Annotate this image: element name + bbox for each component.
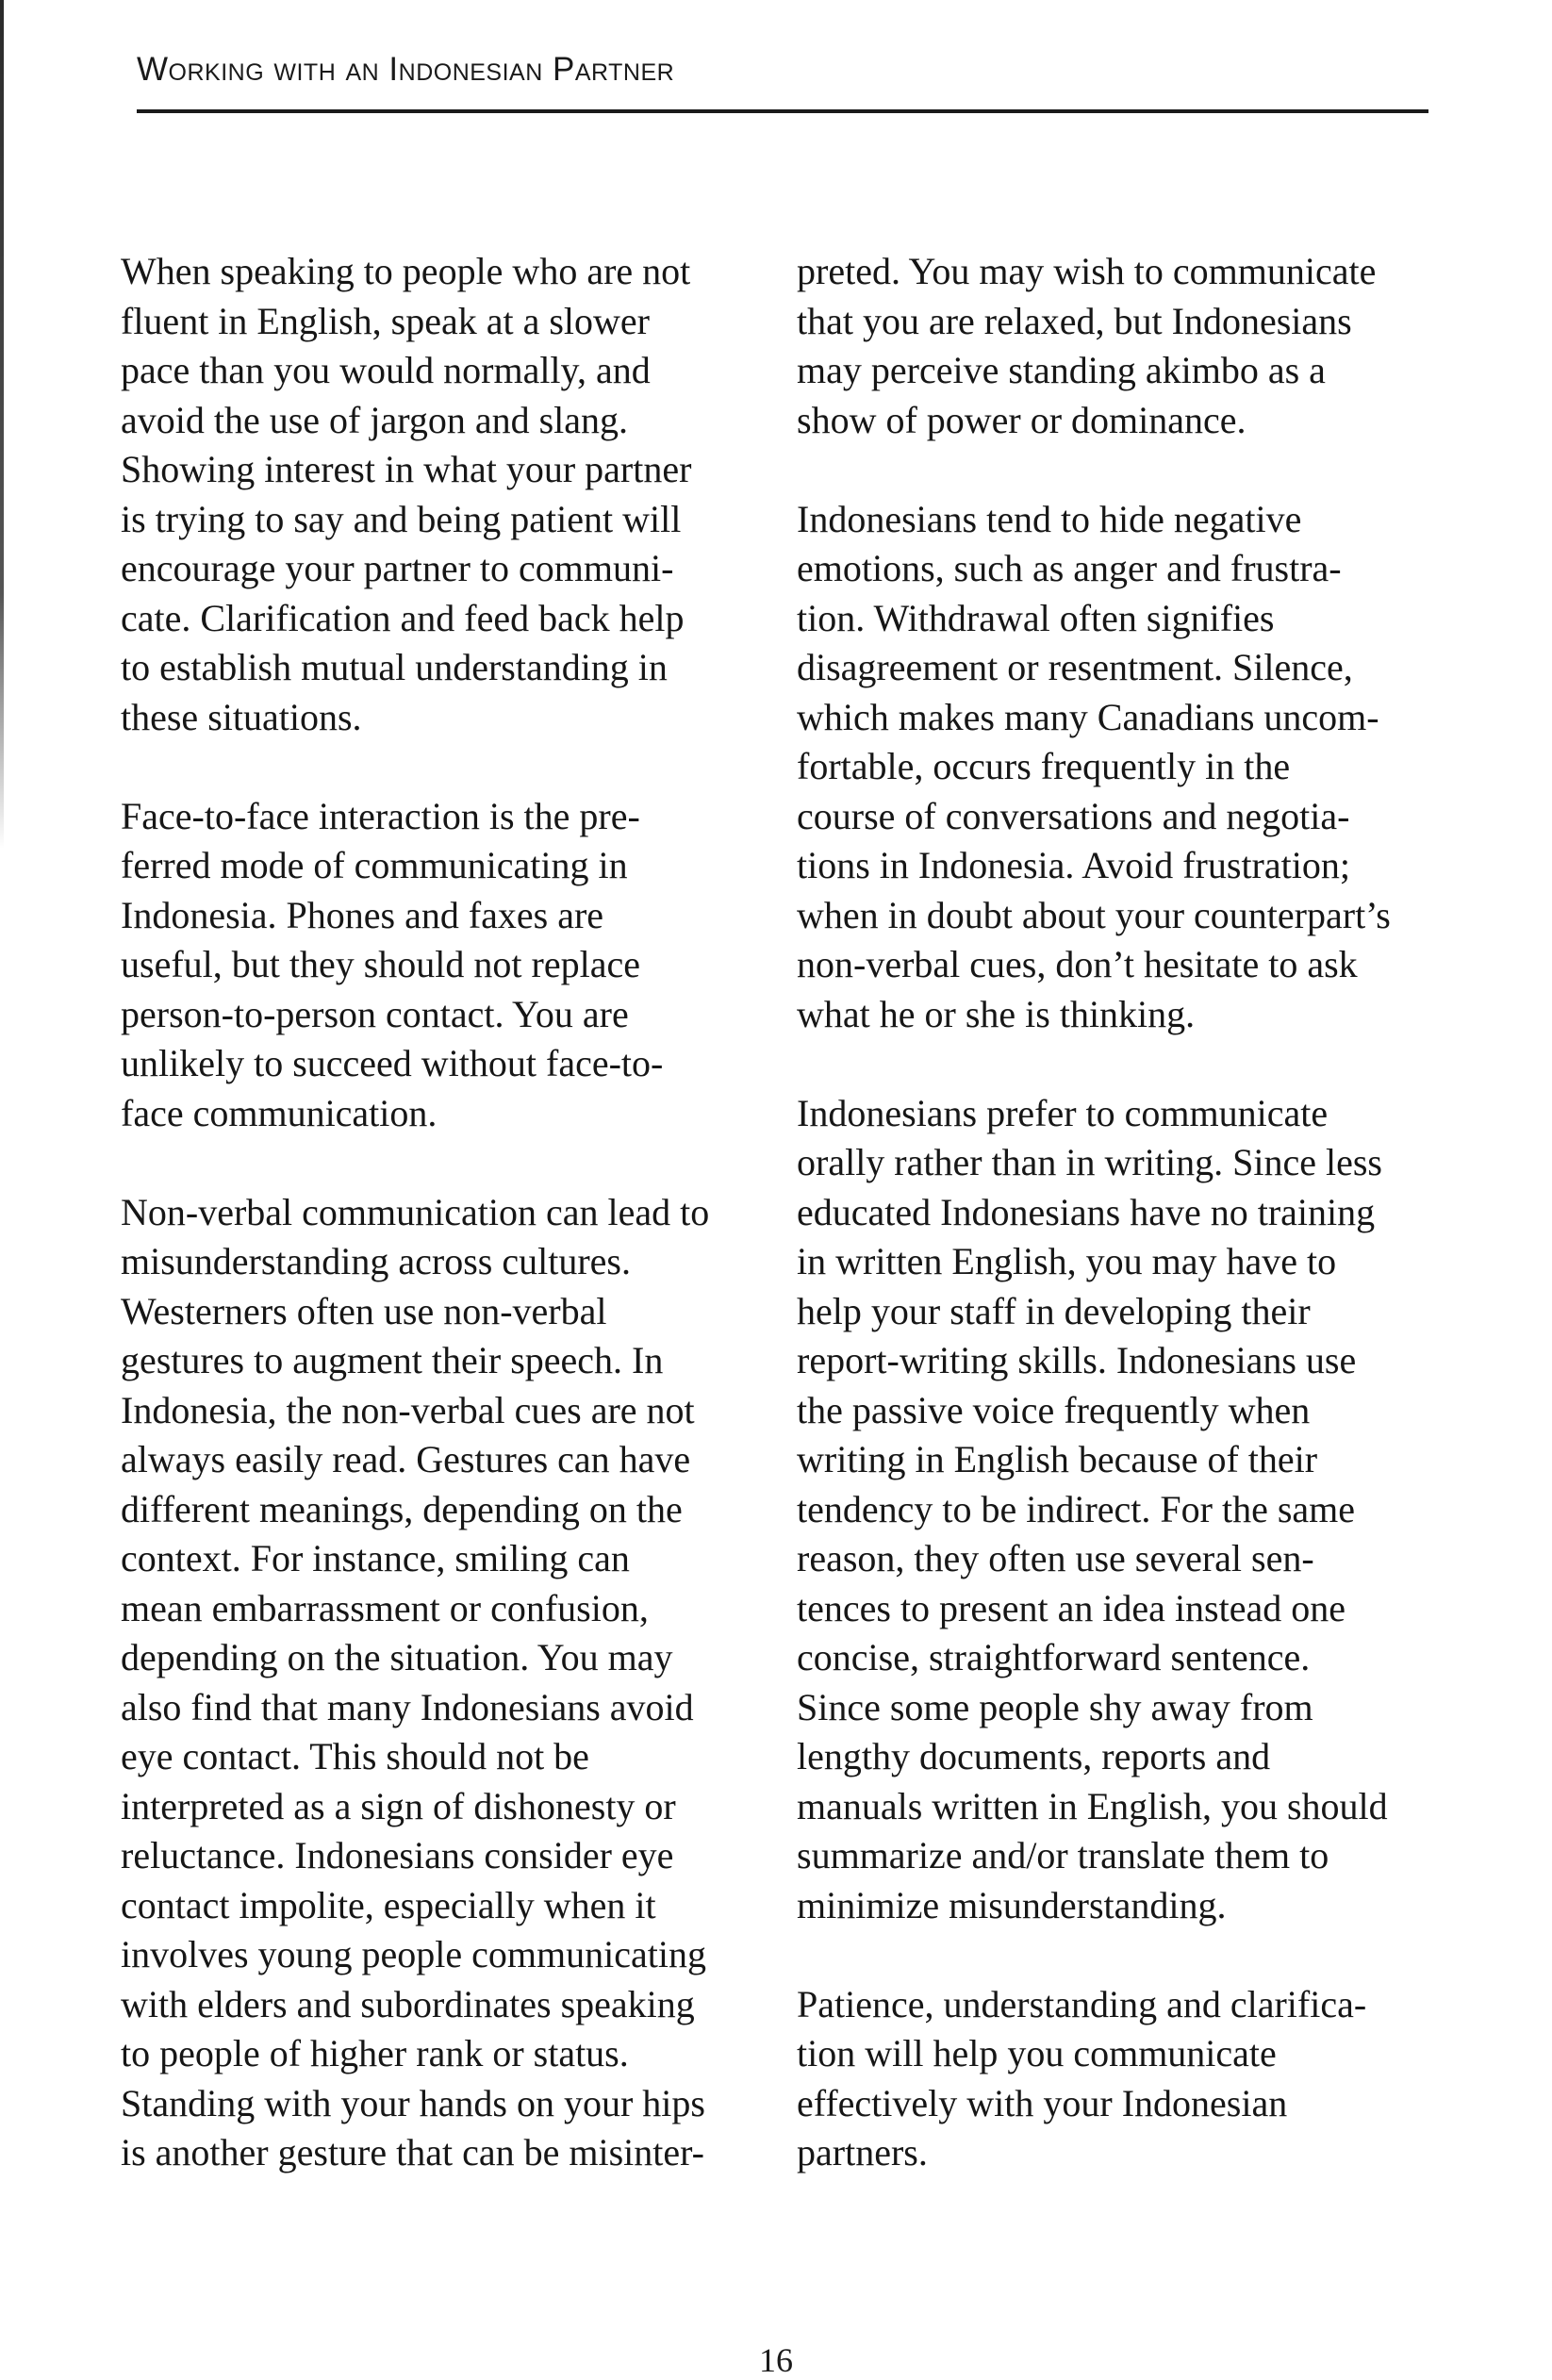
text-line: person-to-person contact. You are: [121, 992, 629, 1035]
text-line: preted. You may wish to communicate: [797, 250, 1377, 292]
paragraph: [121, 792, 781, 1139]
text-line: tions in Indonesia. Avoid frustration;: [797, 844, 1350, 886]
text-line: Non-verbal communication can lead to: [121, 1190, 710, 1233]
text-line: these situations.: [121, 695, 362, 738]
text-line: depending on the situation. You may: [121, 1636, 673, 1678]
text-line: when in doubt about your counterpart’s: [797, 893, 1391, 936]
text-line: tion will help you communicate: [797, 2032, 1277, 2074]
text-line: face communication.: [121, 1091, 438, 1134]
text-line: eye contact. This should not be: [121, 1735, 589, 1777]
text-line: is another gesture that can be misinter-: [121, 2131, 704, 2173]
text-line: reason, they often use several sen-: [797, 1537, 1314, 1579]
text-line: Since some people shy away from: [797, 1685, 1313, 1728]
paragraph: [121, 247, 781, 742]
paragraph-gap: [797, 445, 1457, 495]
header-rule: [137, 109, 1428, 113]
scan-edge: [0, 0, 4, 849]
text-line: in written English, you may have to: [797, 1240, 1337, 1282]
text-line: Showing interest in what your partner: [121, 448, 692, 490]
text-line: reluctance. Indonesians consider eye: [121, 1834, 674, 1876]
text-line: encourage your partner to communi-: [121, 547, 674, 589]
text-line: Indonesians prefer to communicate: [797, 1091, 1329, 1134]
text-line: manuals written in English, you should: [797, 1784, 1388, 1827]
text-line: involves young people communicating: [121, 1933, 706, 1975]
text-line: avoid the use of jargon and slang.: [121, 398, 629, 441]
text-line: tion. Withdrawal often signifies: [797, 596, 1275, 639]
text-line: effectively with your Indonesian: [797, 2081, 1288, 2124]
text-line: ferred mode of communicating in: [121, 844, 628, 886]
text-line: also find that many Indonesians avoid: [121, 1685, 694, 1728]
text-line: fluent in English, speak at a slower: [121, 299, 650, 342]
text-line: with elders and subordinates speaking: [121, 1982, 695, 2025]
paragraph: [121, 1188, 781, 2178]
text-line: show of power or dominance.: [797, 398, 1247, 441]
right-column: [797, 247, 1457, 2178]
left-column: [121, 247, 781, 2178]
paragraph: [797, 1980, 1457, 2178]
text-line: summarize and/or translate them to: [797, 1834, 1329, 1876]
text-line: When speaking to people who are not: [121, 250, 691, 292]
text-line: that you are relaxed, but Indonesians: [797, 299, 1352, 342]
text-line: Standing with your hands on your hips: [121, 2081, 705, 2124]
text-line: the passive voice frequently when: [797, 1388, 1311, 1431]
paragraph-gap: [797, 1039, 1457, 1089]
text-line: concise, straightforward sentence.: [797, 1636, 1311, 1678]
text-line: tences to present an idea instead one: [797, 1586, 1346, 1629]
text-line: educated Indonesians have no training: [797, 1190, 1376, 1233]
text-line: misunderstanding across cultures.: [121, 1240, 631, 1282]
running-head: Working with an Indonesian Partner: [137, 51, 675, 88]
text-line: non-verbal cues, don’t hesitate to ask: [797, 943, 1358, 985]
text-line: Indonesia. Phones and faxes are: [121, 893, 604, 936]
text-line: what he or she is thinking.: [797, 992, 1196, 1035]
text-line: tendency to be indirect. For the same: [797, 1487, 1356, 1530]
text-line: mean embarrassment or confusion,: [121, 1586, 649, 1629]
text-line: Patience, understanding and clarifica-: [797, 1982, 1367, 2025]
text-line: course of conversations and negotia-: [797, 794, 1350, 837]
text-line: Indonesia, the non-verbal cues are not: [121, 1388, 695, 1431]
paragraph: [797, 495, 1457, 1040]
text-line: useful, but they should not replace: [121, 943, 640, 985]
page-number: 16: [759, 2341, 793, 2379]
text-line: pace than you would normally, and: [121, 349, 651, 391]
text-line: gestures to augment their speech. In: [121, 1339, 664, 1381]
text-line: writing in English because of their: [797, 1438, 1318, 1480]
text-line: to people of higher rank or status.: [121, 2032, 629, 2074]
text-line: partners.: [797, 2131, 928, 2173]
text-line: Westerners often use non-verbal: [121, 1289, 607, 1332]
text-line: report-writing skills. Indonesians use: [797, 1339, 1357, 1381]
text-line: emotions, such as anger and frustra-: [797, 547, 1342, 589]
text-line: is trying to say and being patient will: [121, 497, 682, 540]
text-line: different meanings, depending on the: [121, 1487, 683, 1530]
text-line: minimize misunderstanding.: [797, 1883, 1227, 1926]
paragraph-gap: [121, 742, 781, 792]
text-line: disagreement or resentment. Silence,: [797, 646, 1353, 688]
text-line: always easily read. Gestures can have: [121, 1438, 691, 1480]
text-line: may perceive standing akimbo as a: [797, 349, 1326, 391]
paragraph-gap: [121, 1138, 781, 1188]
text-line: to establish mutual understanding in: [121, 646, 668, 688]
text-line: which makes many Canadians uncom-: [797, 695, 1379, 738]
text-line: orally rather than in writing. Since less: [797, 1141, 1382, 1183]
text-line: unlikely to succeed without face-to-: [121, 1042, 664, 1084]
text-line: contact impolite, especially when it: [121, 1883, 656, 1926]
text-line: lengthy documents, reports and: [797, 1735, 1271, 1777]
text-line: help your staff in developing their: [797, 1289, 1311, 1332]
paragraph: [797, 1089, 1457, 1931]
paragraph-gap: [797, 1930, 1457, 1980]
text-line: interpreted as a sign of dishonesty or: [121, 1784, 676, 1827]
text-line: Face-to-face interaction is the pre-: [121, 794, 640, 837]
text-line: fortable, occurs frequently in the: [797, 745, 1291, 787]
paragraph: [797, 247, 1457, 445]
text-line: context. For instance, smiling can: [121, 1537, 630, 1579]
text-line: Indonesians tend to hide negative: [797, 497, 1302, 540]
text-line: cate. Clarification and feed back help: [121, 596, 685, 639]
